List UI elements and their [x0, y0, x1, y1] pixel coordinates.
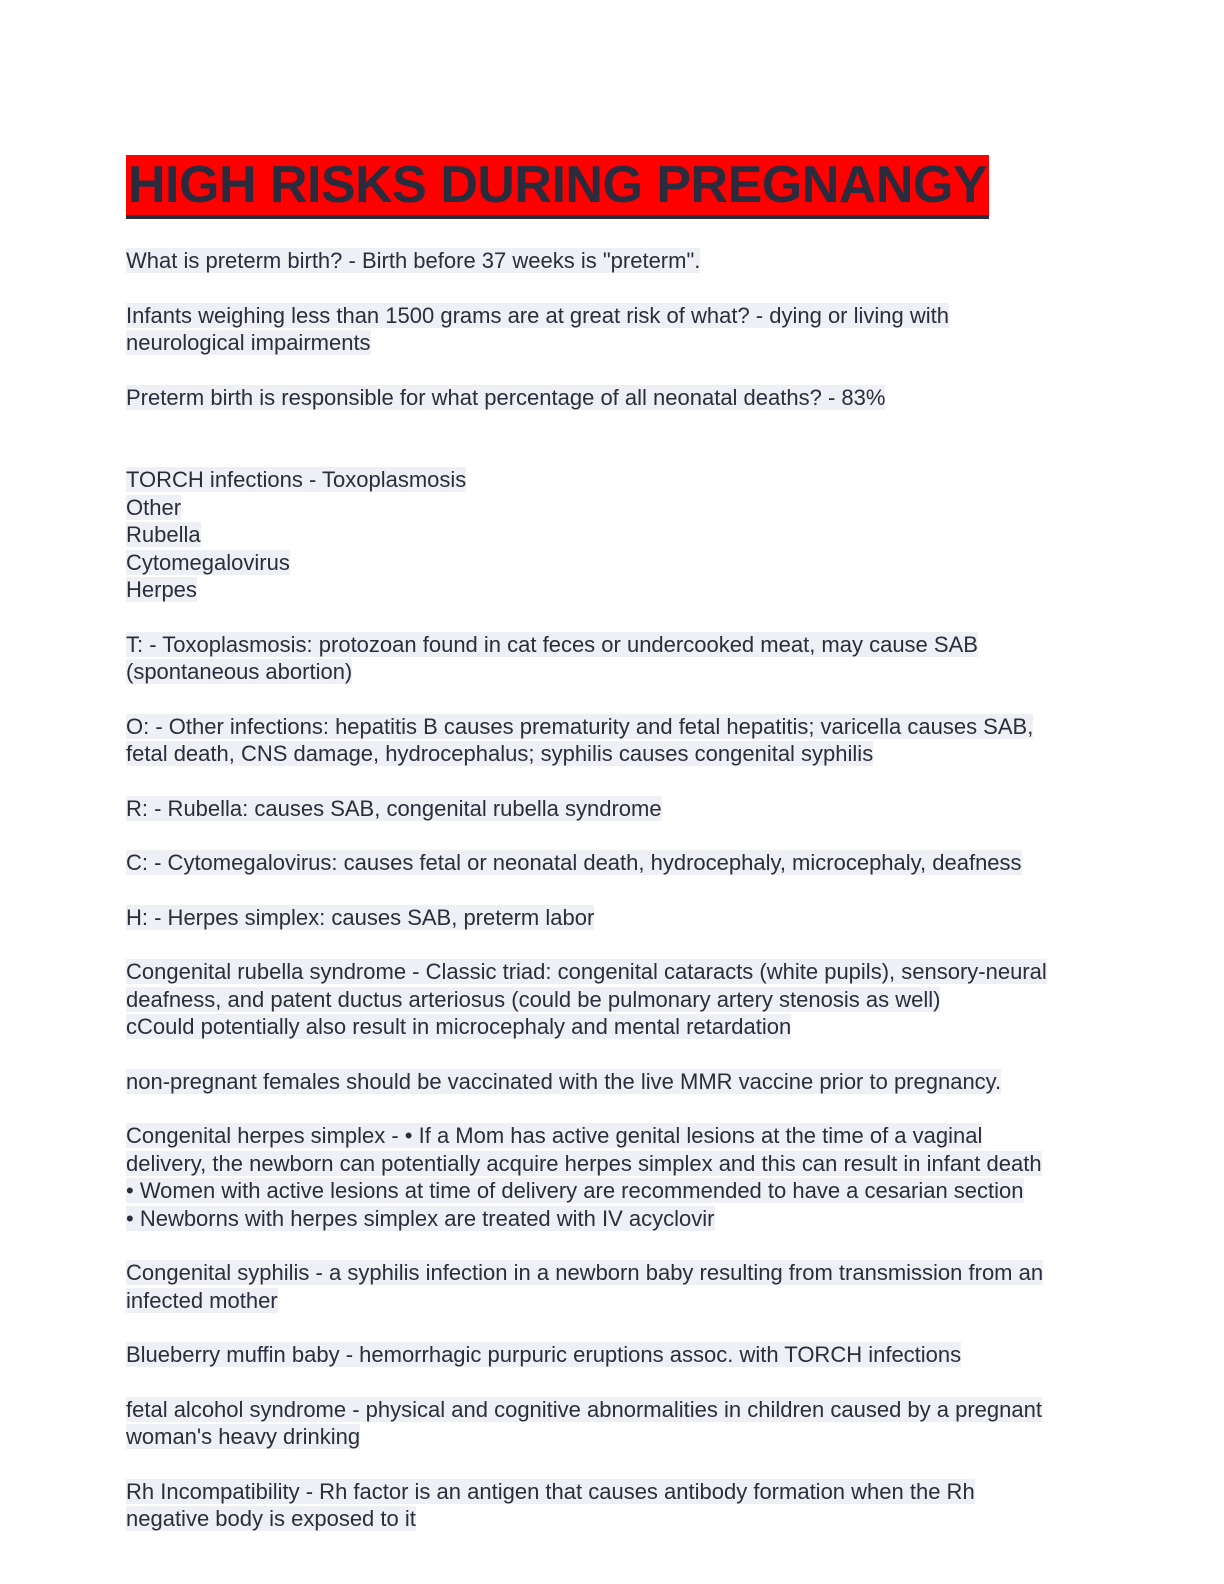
- flashcard-fetal-alcohol: [126, 1396, 1126, 1451]
- flashcard-other-infections: [126, 713, 1126, 768]
- flashcard-line: C: - Cytomegalovirus: causes fetal or neonatal death, hydrocephaly, microcephaly, deafness: [126, 850, 1022, 875]
- flashcard-line: woman's heavy drinking: [126, 1424, 361, 1449]
- flashcard-cytomegalovirus: [126, 849, 1126, 877]
- flashcard-line: Congenital rubella syndrome - Classic triad: congenital cataracts (white pupils), sensory-neural: [126, 959, 1047, 984]
- flashcard-line: What is preterm birth? - Birth before 37 weeks is "preterm".: [126, 248, 701, 273]
- flashcard-line: Preterm birth is responsible for what percentage of all neonatal deaths? - 83%: [126, 384, 886, 410]
- flashcard-line: cCould potentially also result in microcephaly and mental retardation: [126, 1014, 792, 1039]
- flashcard-line: delivery, the newborn can potentially acquire herpes simplex and this can result in infant death: [126, 1150, 1042, 1176]
- flashcard-line: fetal alcohol syndrome - physical and cognitive abnormalities in children caused by a pregnant: [126, 1396, 1042, 1422]
- page-title: HIGH RISKS DURING PREGNANGY: [126, 155, 989, 219]
- flashcard-line: • Newborns with herpes simplex are treated with IV acyclovir: [126, 1205, 715, 1231]
- flashcard-toxoplasmosis: [126, 631, 1126, 686]
- flashcard-line: negative body is exposed to it: [126, 1506, 416, 1531]
- flashcard-line: H: - Herpes simplex: causes SAB, preterm labor: [126, 904, 595, 930]
- flashcard-line: Infants weighing less than 1500 grams are at great risk of what? - dying or living with: [126, 302, 949, 328]
- flashcard-line: Cytomegalovirus: [126, 549, 290, 575]
- flashcard-list: [126, 247, 1126, 1533]
- document-page: [126, 155, 1126, 1560]
- flashcard-congenital-syphilis: [126, 1259, 1126, 1314]
- flashcard-line: • Women with active lesions at time of delivery are recommended to have a cesarian section: [126, 1178, 1024, 1203]
- flashcard-line: Herpes: [126, 577, 197, 602]
- flashcard-line: Congenital syphilis - a syphilis infection in a newborn baby resulting from transmission from an: [126, 1260, 1044, 1285]
- flashcard-congenital-rubella: [126, 958, 1126, 1041]
- flashcard-blueberry-muffin: [126, 1341, 1126, 1369]
- flashcard-line: deafness, and patent ductus arteriosus (could be pulmonary artery stenosis as well): [126, 986, 941, 1012]
- flashcard-line: Rh Incompatibility - Rh factor is an antigen that causes antibody formation when the Rh: [126, 1478, 975, 1504]
- flashcard-herpes-simplex: [126, 904, 1126, 932]
- flashcard-line: Rubella: [126, 522, 201, 547]
- flashcard-line: Congenital herpes simplex - • If a Mom has active genital lesions at the time of a vaginal: [126, 1123, 983, 1148]
- flashcard-rubella: [126, 795, 1126, 823]
- flashcard-line: neurological impairments: [126, 330, 371, 355]
- flashcard-congenital-herpes: [126, 1122, 1126, 1232]
- flashcard-line: Other: [126, 494, 182, 520]
- flashcard-line: Blueberry muffin baby - hemorrhagic purpuric eruptions assoc. with TORCH infections: [126, 1342, 962, 1367]
- flashcard-preterm-birth: [126, 247, 1126, 275]
- flashcard-line: O: - Other infections: hepatitis B causes prematurity and fetal hepatitis; varicella causes SAB,: [126, 713, 1034, 739]
- flashcard-rh-incompatibility: [126, 1478, 1126, 1533]
- flashcard-line: infected mother: [126, 1287, 278, 1313]
- flashcard-neonatal-deaths: [126, 384, 1126, 412]
- flashcard-torch-infections: [126, 466, 1126, 604]
- flashcard-line: T: - Toxoplasmosis: protozoan found in cat feces or undercooked meat, may cause SAB: [126, 631, 978, 657]
- flashcard-line: non-pregnant females should be vaccinated with the live MMR vaccine prior to pregnancy.: [126, 1068, 1002, 1094]
- flashcard-line: (spontaneous abortion): [126, 659, 353, 684]
- flashcard-line: fetal death, CNS damage, hydrocephalus; syphilis causes congenital syphilis: [126, 741, 874, 766]
- flashcard-mmr-vaccine: [126, 1068, 1126, 1096]
- flashcard-low-birth-weight: [126, 302, 1126, 357]
- flashcard-line: TORCH infections - Toxoplasmosis: [126, 467, 467, 492]
- flashcard-line: R: - Rubella: causes SAB, congenital rubella syndrome: [126, 795, 662, 821]
